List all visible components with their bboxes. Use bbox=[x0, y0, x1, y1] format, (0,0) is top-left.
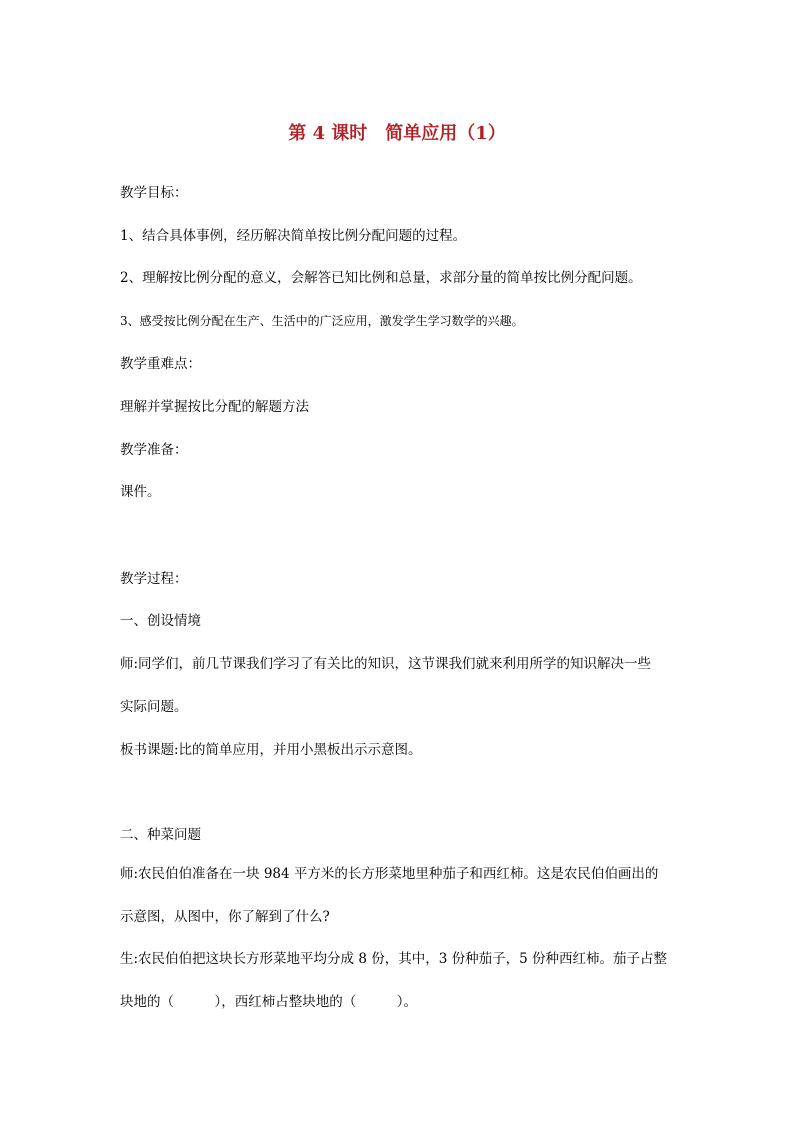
teacher-line-2: 师:农民伯伯准备在一块 984 平方米的长方形菜地里种茄子和西红柿。这是农民伯伯画出的 bbox=[120, 866, 659, 882]
section-1-heading: 一、创设情境 bbox=[120, 613, 201, 629]
objective-2: 2、理解按比例分配的意义，会解答已知比例和总量，求部分量的简单按比例分配问题。 bbox=[120, 270, 642, 286]
preparation-heading: 教学准备： bbox=[120, 442, 188, 458]
teacher-line-2-cont: 示意图，从图中，你了解到了什么? bbox=[120, 909, 330, 925]
board-topic-line: 板书课题:比的简单应用，并用小黑板出示示意图。 bbox=[120, 742, 422, 758]
lesson-title: 第 4 课时 简单应用（1） bbox=[288, 123, 506, 144]
objectives-heading: 教学目标： bbox=[120, 185, 188, 201]
process-heading: 教学过程： bbox=[120, 571, 188, 587]
section-2-heading: 二、种菜问题 bbox=[120, 827, 201, 843]
objective-3: 3、感受按比例分配在生产、生活中的广泛应用，激发学生学习数学的兴趣。 bbox=[120, 314, 524, 328]
objective-1: 1、结合具体事例，经历解决简单按比例分配问题的过程。 bbox=[120, 228, 467, 244]
teacher-line-1: 师:同学们，前几节课我们学习了有关比的知识，这节课我们就来利用所学的知识解决一些 bbox=[120, 656, 652, 672]
student-line-cont: 块地的（ ），西红柿占整块地的（ ）。 bbox=[120, 994, 417, 1010]
teacher-line-1-cont: 实际问题。 bbox=[120, 699, 188, 715]
student-line: 生:农民伯伯把这块长方形菜地平均分成 8 份，其中，3 份种茄子，5 份种西红柿。茄子占整 bbox=[120, 951, 667, 967]
key-points-heading: 教学重难点： bbox=[120, 356, 201, 372]
key-points-text: 理解并掌握按比分配的解题方法 bbox=[120, 399, 309, 415]
preparation-text: 课件。 bbox=[120, 484, 161, 500]
